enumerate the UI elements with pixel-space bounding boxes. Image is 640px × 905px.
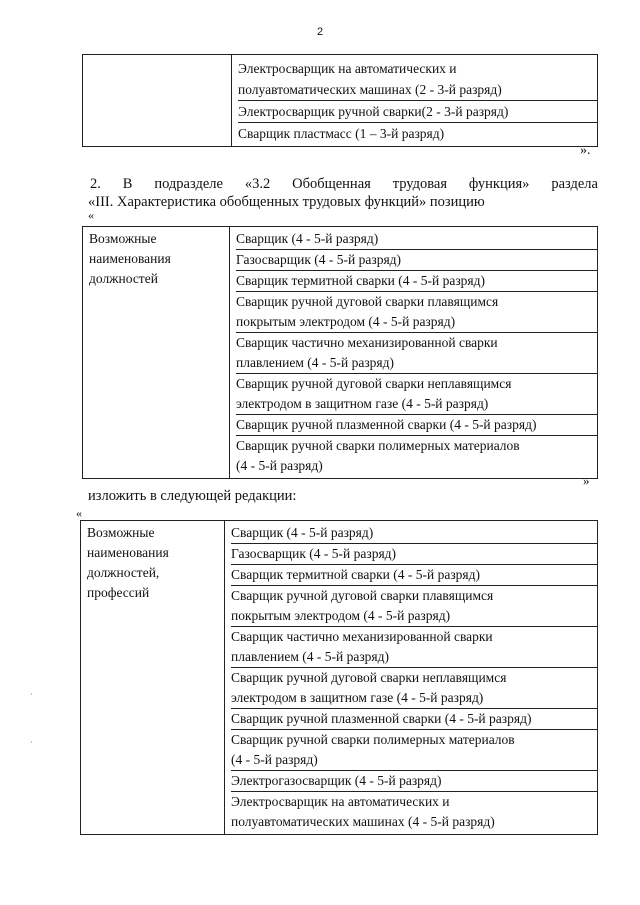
table2-line: (4 - 5-й разряд)	[236, 458, 323, 473]
table3-line: Газосварщик (4 - 5-й разряд)	[231, 544, 597, 565]
paragraph-word: 2.	[90, 176, 101, 192]
table1-left-cell	[83, 55, 232, 147]
table2-line: Газосварщик (4 - 5-й разряд)	[236, 250, 597, 271]
paragraph-word: подразделе	[154, 176, 223, 192]
table-new-wording	[80, 520, 598, 835]
paragraph-word: Обобщенная	[292, 176, 371, 192]
table1-line: Электросварщик ручной сварки(2 - 3-й разряд)	[238, 101, 597, 123]
scan-dot: ·	[30, 738, 33, 747]
table3-line: Сварщик ручной плазменной сварки (4 - 5-й разряд)	[231, 709, 597, 730]
paragraph-first-line	[90, 175, 598, 193]
table3-line: плавлением (4 - 5-й разряд)	[231, 647, 597, 668]
closing-quote-2: »	[583, 473, 590, 488]
paragraph-word: раздела	[551, 176, 598, 192]
table2-line: Сварщик термитной сварки (4 - 5-й разряд)	[236, 271, 597, 292]
opening-quote-2: «	[76, 506, 82, 520]
table3-line: (4 - 5-й разряд)	[231, 750, 597, 771]
table-current-position	[82, 226, 598, 479]
table2-left-line: наименования	[89, 251, 171, 266]
closing-quote-1: ».	[580, 143, 591, 158]
table3-line: электродом в защитном газе (4 - 5-й разряд)	[231, 688, 597, 709]
table3-line: Сварщик частично механизированной сварки	[231, 629, 493, 644]
table3-right-cell	[225, 521, 598, 835]
table3-line: Электрогазосварщик (4 - 5-й разряд)	[231, 771, 597, 792]
table1-line: полуавтоматических машинах (2 - 3-й разряд)	[238, 79, 597, 101]
table3-line: Сварщик термитной сварки (4 - 5-й разряд)	[231, 565, 597, 586]
table3-left-cell	[81, 521, 225, 835]
table2-line: покрытым электродом (4 - 5-й разряд)	[236, 312, 597, 333]
table2-right-cell	[230, 227, 598, 479]
table3-left-line: наименования	[87, 545, 169, 560]
paragraph-word: В	[122, 176, 133, 192]
table3-line: Сварщик ручной дуговой сварки неплавящимся	[231, 670, 507, 685]
table3-line: Сварщик ручной сварки полимерных материалов	[231, 732, 515, 747]
table2-line: Сварщик (4 - 5-й разряд)	[236, 229, 597, 250]
table2-left-cell	[83, 227, 230, 479]
table2-left-line: должностей	[89, 271, 158, 286]
paragraph-word: функция»	[468, 176, 530, 192]
table-previous-continuation	[82, 54, 598, 147]
table2-left-line: Возможные	[89, 231, 157, 246]
table2-line: Сварщик ручной плазменной сварки (4 - 5-й разряд)	[236, 415, 597, 436]
table2-line: Сварщик ручной сварки полимерных материалов	[236, 438, 520, 453]
paragraph-word: «3.2	[244, 176, 271, 192]
table3-left-line: Возможные	[87, 525, 155, 540]
table1-line: Сварщик пластмасс (1 – 3-й разряд)	[238, 126, 445, 141]
paragraph-second-line: «III. Характеристика обобщенных трудовых функций» позицию	[88, 194, 485, 210]
table2-line: электродом в защитном газе (4 - 5-й разряд)	[236, 394, 597, 415]
table3-line: покрытым электродом (4 - 5-й разряд)	[231, 606, 597, 627]
table2-line: Сварщик частично механизированной сварки	[236, 335, 498, 350]
table1-line: Электросварщик на автоматических и	[238, 61, 457, 76]
table1-right-cell	[232, 55, 598, 147]
opening-quote-1: «	[88, 208, 94, 222]
table2-line: Сварщик ручной дуговой сварки плавящимся	[236, 294, 499, 309]
table3-left-line: профессий	[87, 585, 150, 600]
intro-text: изложить в следующей редакции:	[88, 488, 297, 504]
table3-line: Электросварщик на автоматических и	[231, 794, 450, 809]
table3-line: Сварщик (4 - 5-й разряд)	[231, 523, 597, 544]
amendment-paragraph	[90, 175, 598, 211]
paragraph-word: трудовая	[392, 176, 447, 192]
table2-line: плавлением (4 - 5-й разряд)	[236, 353, 597, 374]
table2-line: Сварщик ручной дуговой сварки неплавящимся	[236, 376, 512, 391]
table3-left-line: должностей,	[87, 565, 160, 580]
scan-dot: ·	[30, 690, 33, 699]
table3-line: полуавтоматических машинах (4 - 5-й разряд)	[231, 814, 495, 829]
table3-line: Сварщик ручной дуговой сварки плавящимся	[231, 588, 494, 603]
page-number: 2	[316, 26, 324, 38]
